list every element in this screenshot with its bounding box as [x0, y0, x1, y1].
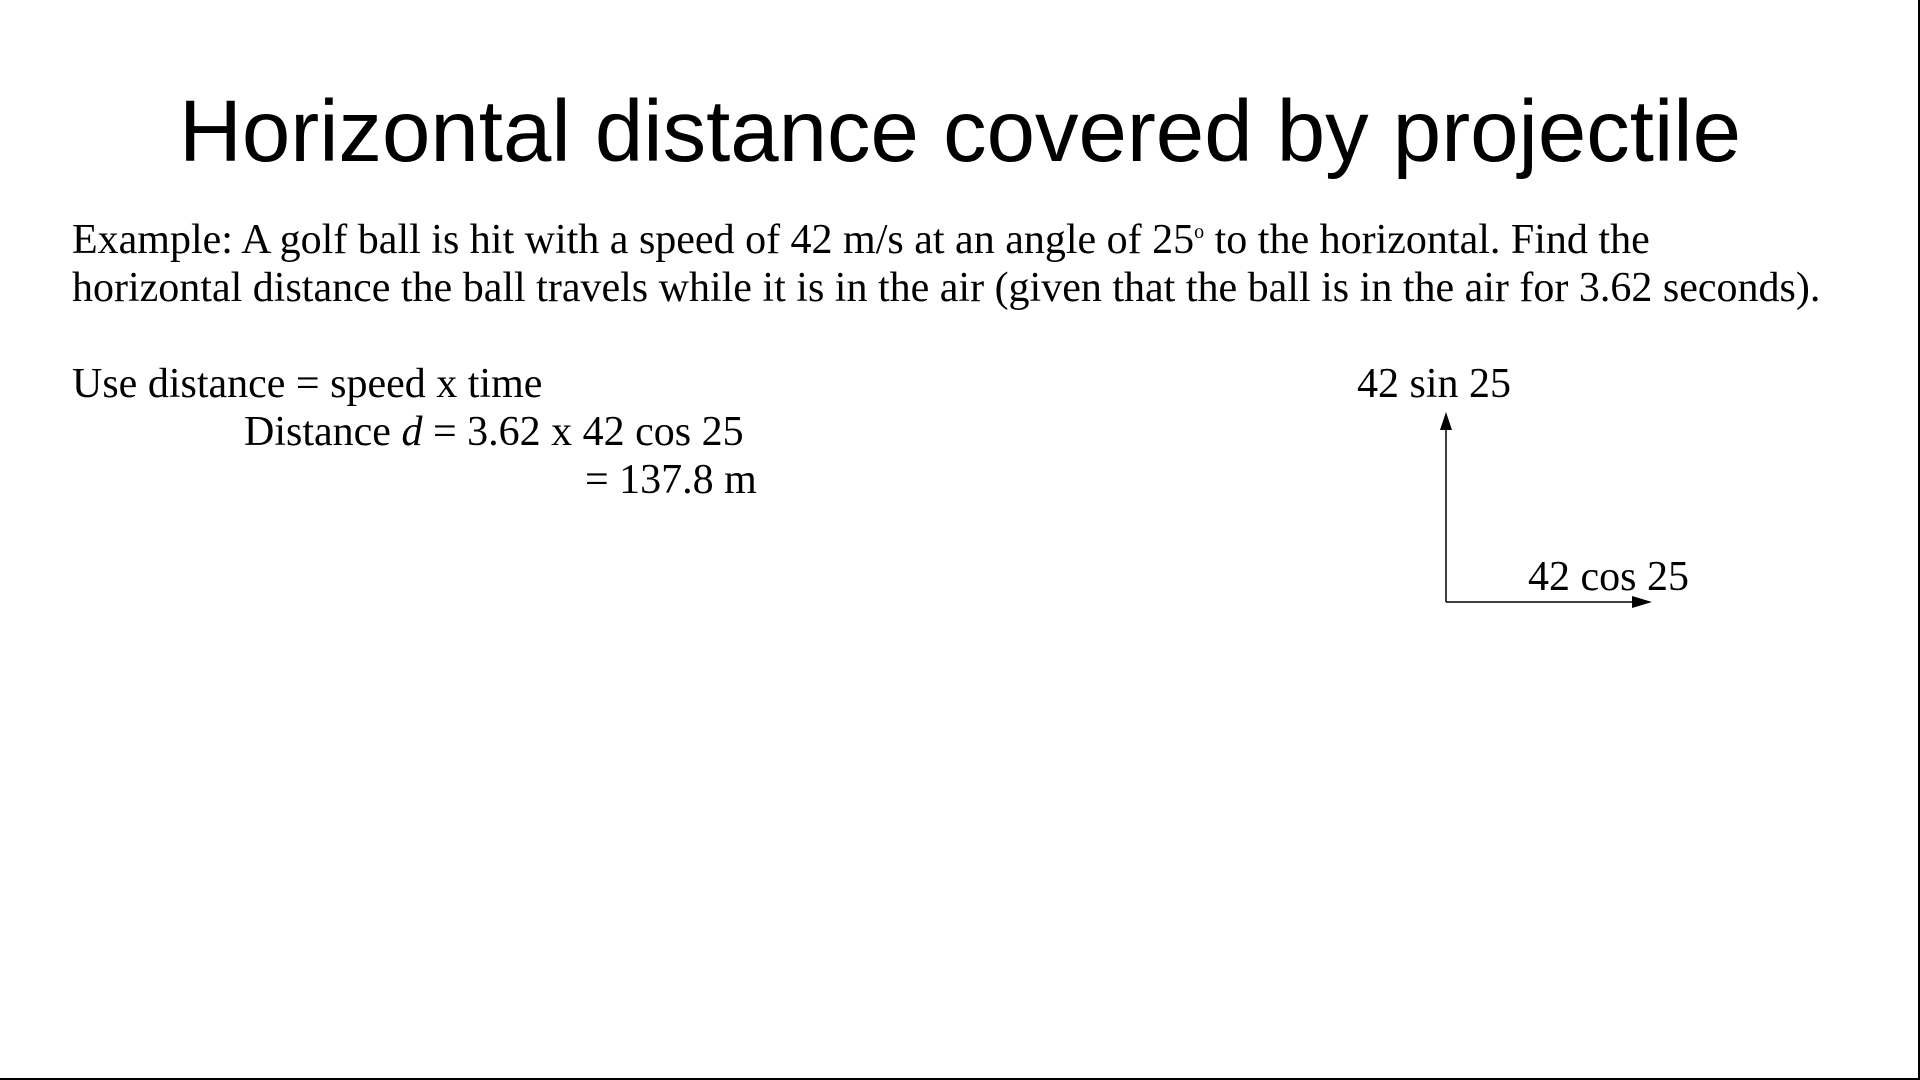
- method-text: Use distance = speed x time: [72, 361, 543, 407]
- problem-statement: [72, 216, 1820, 312]
- distance-label: Distance: [244, 409, 402, 455]
- vertical-arrowhead: [1440, 412, 1452, 430]
- slide-title: Horizontal distance covered by projectile: [179, 83, 1741, 180]
- horizontal-arrowhead: [1632, 596, 1652, 608]
- distance-variable: d: [401, 409, 423, 455]
- problem-line-1: [72, 216, 1820, 264]
- problem-line-1-start: Example: A golf ball is hit with a speed of 42 m/s at an angle of 25: [72, 217, 1195, 263]
- problem-line-1-end: to the horizontal. Find the: [1204, 217, 1650, 263]
- velocity-components-diagram: [1400, 400, 1680, 620]
- degree-mark: o: [1194, 221, 1205, 243]
- distance-result: = 137.8 m: [585, 457, 757, 503]
- distance-expression: = 3.62 x 42 cos 25: [422, 409, 744, 455]
- horizontal-component-label: 42 cos 25: [1528, 554, 1689, 600]
- distance-equation: [244, 408, 744, 456]
- vertical-component-label: 42 sin 25: [1357, 361, 1512, 407]
- problem-line-2: horizontal distance the ball travels while it is in the air (given that the ball is in the air for 3.62 seconds).: [72, 265, 1821, 311]
